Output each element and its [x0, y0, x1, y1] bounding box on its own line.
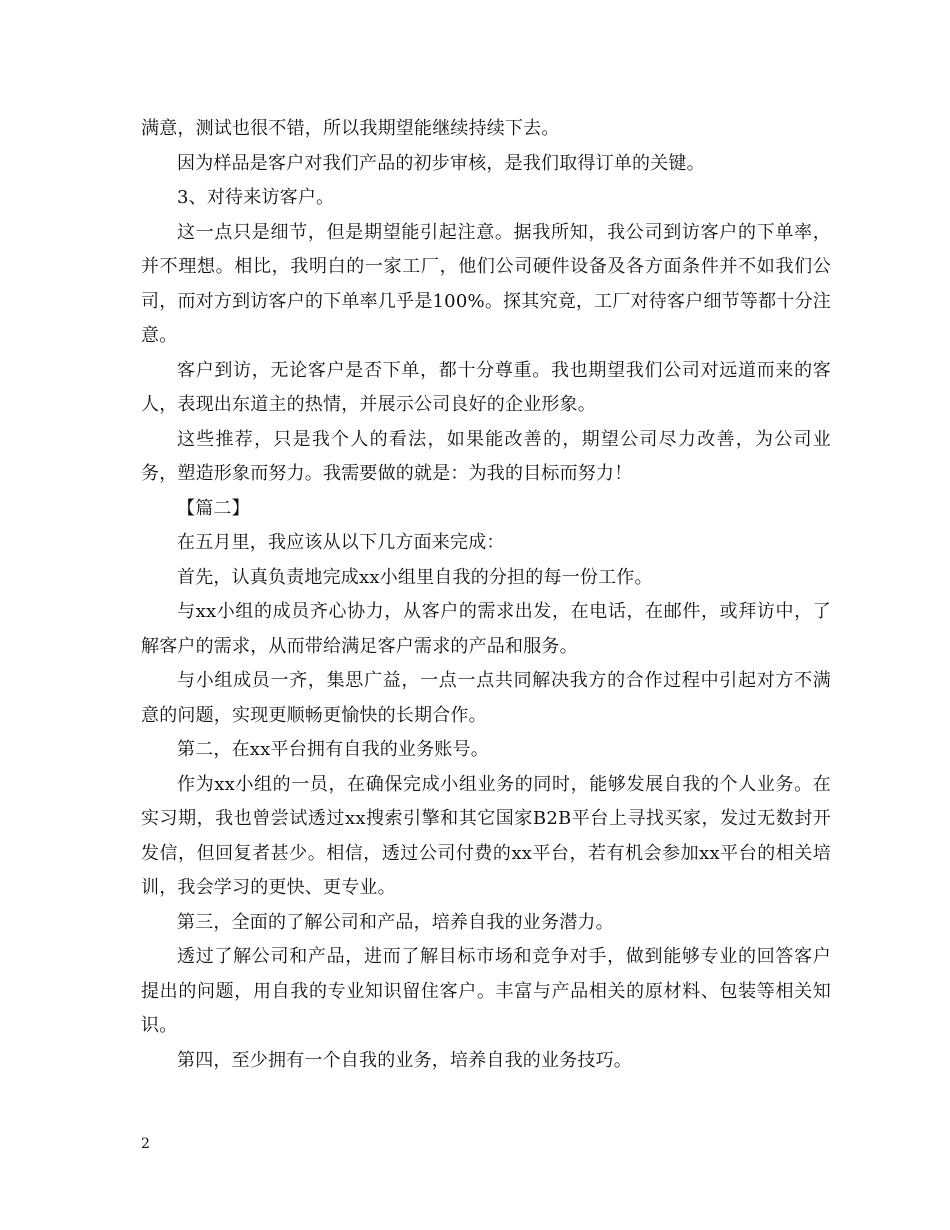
paragraph: 因为样品是客户对我们产品的初步审核，是我们取得订单的关键。: [177, 152, 705, 174]
paragraph: 这一点只是细节，但是期望能引起注意。据我所知，我公司到访客户的下单率，并不理想。相比，我明白的一家工厂，他们公司硬件设备及各方面条件并不如我们公司，而对方到访客户的下单率几乎是100%。探其究竟，工厂对待客户细节等都十分注意。: [141, 221, 831, 346]
section-heading: 【篇二】: [177, 497, 250, 519]
paragraph: 与小组成员一齐，集思广益，一点一点共同解决我方的合作过程中引起对方不满意的问题，实现更顺畅更愉快的长期合作。: [141, 670, 831, 726]
paragraph: 第二，在xx平台拥有自我的业务账号。: [177, 739, 489, 760]
paragraph: 客户到访，无论客户是否下单，都十分尊重。我也期望我们公司对远道而来的客人，表现出东道主的热情，并展示公司良好的企业形象。: [141, 359, 831, 415]
paragraph: 第四，至少拥有一个自我的业务，培养自我的业务技巧。: [177, 1049, 632, 1071]
paragraph: 与xx小组的成员齐心协力，从客户的需求出发，在电话，在邮件，或拜访中，了解客户的需求，从而带给满足客户需求的产品和服务。: [141, 601, 831, 657]
paragraph: 在五月里，我应该从以下几方面来完成：: [177, 532, 505, 553]
paragraph: 这些推荐，只是我个人的看法，如果能改善的，期望公司尽力改善，为公司业务，塑造形象而努力。我需要做的就是：为我的目标而努力！: [141, 428, 831, 484]
paragraph: 首先，认真负责地完成xx小组里自我的分担的每一份工作。: [177, 566, 653, 588]
paragraph: 3、对待来访客户。: [177, 187, 335, 208]
document-body: [141, 112, 831, 1078]
paragraph: 透过了解公司和产品，进而了解目标市场和竞争对手，做到能够专业的回答客户提出的问题，用自我的专业知识留住客户。丰富与产品相关的原材料、包装等相关知识。: [141, 946, 831, 1036]
paragraph: 作为xx小组的一员，在确保完成小组业务的同时，能够发展自我的个人业务。在实习期，我也曾尝试透过xx搜索引擎和其它国家B2B平台上寻找买家，发过无数封开发信，但回复者甚少。相信，透过公司付费的xx平台，若有机会参加xx平台的相关培训，我会学习的更快、更专业。: [141, 773, 831, 898]
paragraph: 满意，测试也很不错，所以我期望能继续持续下去。: [141, 118, 560, 139]
paragraph: 第三，全面的了解公司和产品，培养自我的业务潜力。: [177, 911, 614, 933]
page-number: 2: [141, 1136, 150, 1152]
